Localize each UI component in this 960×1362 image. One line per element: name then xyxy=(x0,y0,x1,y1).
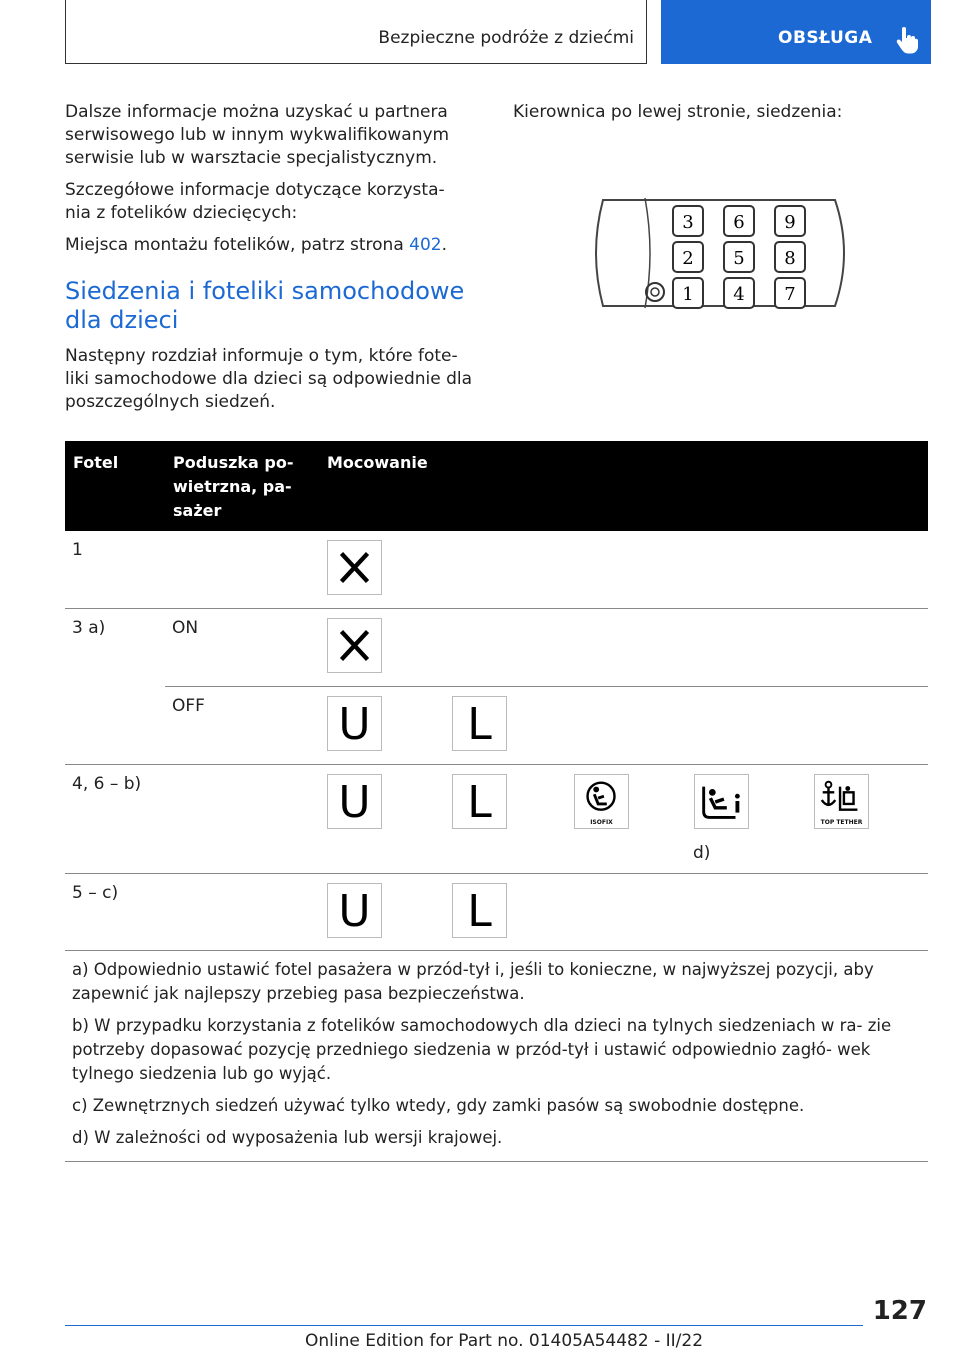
footer-rule xyxy=(65,1325,863,1326)
isofix-label: ISOFIX xyxy=(590,819,613,826)
mounting-suffix: . xyxy=(441,235,448,255)
table-bottom-rule xyxy=(65,1161,928,1162)
keypad-caption: Kierownica po lewej stronie, siedzenia: xyxy=(513,102,843,122)
limited-icon: L xyxy=(452,696,507,751)
keypad-row-2 xyxy=(673,242,805,272)
header-title-box xyxy=(65,0,647,64)
universal-icon: U xyxy=(327,696,382,751)
header-mounting: Mocowanie xyxy=(327,453,428,472)
header-section-label: OBSŁUGA xyxy=(778,28,873,48)
key-label: 7 xyxy=(784,284,796,305)
header-title: Bezpieczne podróże z dziećmi xyxy=(378,28,634,48)
footnote-c: c) Zewnętrznych siedzeń używać tylko wtedy, gdy zamki pasów są swobodnie dostępne. xyxy=(72,1096,805,1115)
section-heading: Siedzenia i foteliki samochodowe dla dzieci xyxy=(65,277,465,334)
i-size-icon xyxy=(694,774,749,829)
footnote-d: d) W zależności od wyposażenia lub wersji krajowej. xyxy=(72,1128,503,1147)
table-divider xyxy=(65,873,928,874)
left-column xyxy=(65,101,475,423)
row2-airbag: ON xyxy=(172,618,199,638)
key-label: 5 xyxy=(733,248,745,269)
top-tether-label: TOP TETHER xyxy=(820,819,863,826)
page-link[interactable]: 402 xyxy=(409,235,442,255)
row2-seat: 3 a) xyxy=(72,618,106,638)
isofix-icon xyxy=(574,774,629,829)
limited-icon: L xyxy=(452,883,507,938)
key-label: 3 xyxy=(682,212,694,233)
row4-seat: 4, 6 – b) xyxy=(72,774,142,794)
table-divider xyxy=(65,608,928,609)
table-header xyxy=(65,441,928,531)
intro-paragraph: Dalsze informacje można uzyskać u partnera serwisowego lub w innym wykwalifikowanym serwisie lub w warsztacie specjalistycznym. xyxy=(65,102,450,168)
key-label: 2 xyxy=(682,248,694,269)
header-section-tab[interactable] xyxy=(661,0,931,64)
top-tether-icon xyxy=(814,774,869,829)
table-divider xyxy=(165,686,928,687)
key-label: 6 xyxy=(733,212,745,233)
row3-airbag: OFF xyxy=(172,696,205,716)
right-column xyxy=(513,101,933,124)
table-divider xyxy=(65,764,928,765)
row5-seat: 5 – c) xyxy=(72,883,119,903)
table-divider xyxy=(65,950,928,951)
details-paragraph: Szczegółowe informacje dotyczące korzysta‐ nia z fotelików dziecięcych: xyxy=(65,180,445,223)
section-paragraph: Następny rozdział informuje o tym, które fote‐ liki samochodowe dla dzieci są odpowiednie dla poszczególnych siedzeń. xyxy=(65,346,473,412)
keypad-row-1 xyxy=(673,206,805,236)
key-label: 4 xyxy=(733,284,745,305)
row4-note: d) xyxy=(693,843,711,863)
table-footnotes xyxy=(72,958,922,1158)
key-label: 8 xyxy=(784,248,796,269)
header-seat: Fotel xyxy=(73,453,119,472)
keypad-row-3 xyxy=(673,278,805,308)
key-label: 9 xyxy=(784,212,796,233)
child-lock-icon xyxy=(646,283,664,301)
header-airbag: Poduszka po‐ wietrzna, pa‐ sażer xyxy=(173,453,294,520)
limited-icon: L xyxy=(452,774,507,829)
universal-icon: U xyxy=(327,774,382,829)
row1-seat: 1 xyxy=(72,540,83,560)
page-number: 127 xyxy=(872,1296,927,1326)
pointing-hand-icon xyxy=(895,27,919,55)
not-allowed-icon xyxy=(327,540,382,595)
footer-edition: Online Edition for Part no. 01405A54482 - II/22 xyxy=(305,1331,704,1351)
key-label: 1 xyxy=(682,284,694,305)
mounting-text: Miejsca montażu fotelików, patrz strona xyxy=(65,235,404,255)
not-allowed-icon xyxy=(327,618,382,673)
footnote-a: a) Odpowiednio ustawić fotel pasażera w przód-tył i, jeśli to konieczne, w najwyższej pozycji, aby zapewnić jak najlepszy przebieg pasa bezpieczeństwa. xyxy=(72,960,874,1003)
mounting-paragraph xyxy=(65,234,475,257)
seat-keypad-diagram xyxy=(585,190,857,316)
universal-icon: U xyxy=(327,883,382,938)
page-header xyxy=(0,0,960,66)
footnote-b: b) W przypadku korzystania z fotelików samochodowych dla dzieci na tylnych siedzeniach w ra‐ zie potrzeby dopasować pozycję przedniego siedzenia w przód-tył i ustawić odpowiednio zagłó‐ wek tylnego siedzenia lub go wyjąć. xyxy=(72,1016,892,1083)
